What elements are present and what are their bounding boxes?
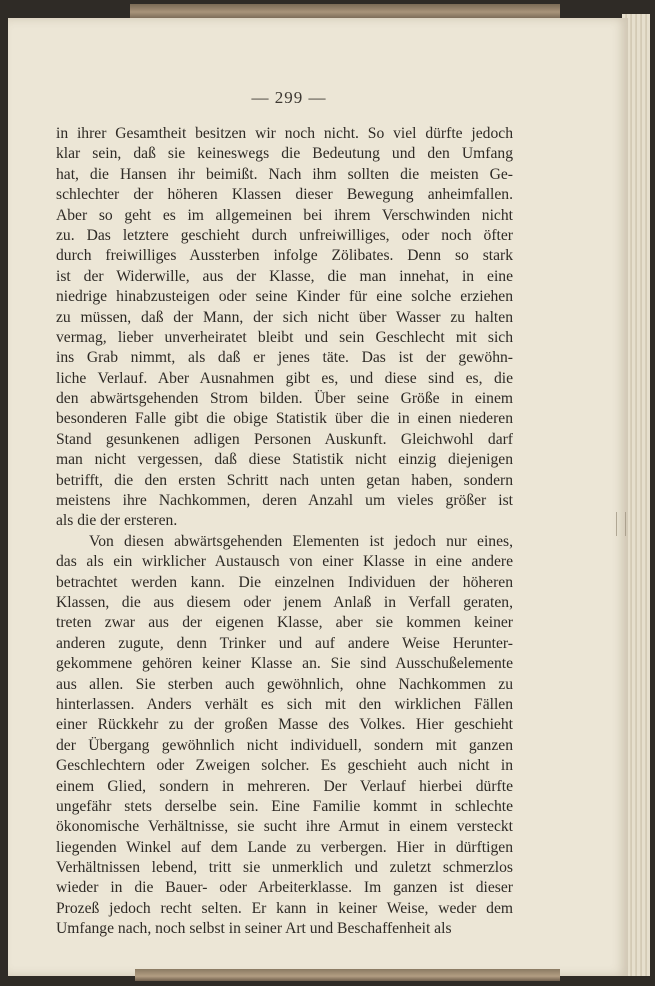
text-line: ökonomische Verhältnisse, sie sucht ihre Armut in einem versteckt xyxy=(56,818,513,836)
text-line: Aber so geht es im allgemeinen bei ihrem Verschwinden nicht xyxy=(56,206,513,224)
text-line: schlechter der höheren Klassen dieser Bewegung anheimfallen. xyxy=(56,186,513,204)
text-line: Geschlechtern oder Zweigen solcher. Es geschieht auch nicht in xyxy=(56,757,513,775)
text-line: betrachtet werden kann. Die einzelnen Individuen der höheren xyxy=(56,573,513,591)
margin-mark xyxy=(616,512,626,536)
text-line: liegenden Winkel auf dem Lande zu verbergen. Hier in dürftigen xyxy=(56,838,513,856)
text-line: klar sein, daß sie keineswegs die Bedeutung und den Umfang xyxy=(56,145,513,163)
text-line: hinterlassen. Anders verhält es sich mit den wirklichen Fällen xyxy=(56,695,513,713)
text-line: aus allen. Sie sterben auch gewöhnlich, ohne Nachkommen zu xyxy=(56,675,513,693)
text-line: wieder in die Bauer- oder Arbeiterklasse. Im ganzen ist dieser xyxy=(56,879,513,897)
text-line: ist der Widerwille, aus der Klasse, die man innehat, in eine xyxy=(56,267,513,285)
text-line: einer Rückkehr zu der großen Masse des Volkes. Hier geschieht xyxy=(56,716,513,734)
bottom-page-edge xyxy=(135,969,560,981)
text-line: treten zwar aus der eigenen Klasse, aber sie kommen keiner xyxy=(56,614,513,632)
text-line: zu. Das letztere geschieht durch unfreiwilliges, oder noch öfter xyxy=(56,226,513,244)
text-line: meistens ihre Nachkommen, deren Anzahl um vieles größer ist xyxy=(56,492,513,510)
text-line: anderen zugute, denn Trinker und auf andere Weise Herunter- xyxy=(56,634,513,652)
text-line: betrifft, die den ersten Schritt nach unten getan haben, sondern xyxy=(56,471,513,489)
text-line: einem Glied, sondern in mehreren. Der Verlauf hierbei dürfte xyxy=(56,777,513,795)
text-line: ungefähr stets derselbe sein. Eine Familie kommt in schlechte xyxy=(56,797,513,815)
text-line: das als ein wirklicher Austausch von einer Klasse in eine andere xyxy=(56,553,513,571)
text-line: als die der ersteren. xyxy=(56,512,178,530)
text-line: durch freiwilliges Aussterben infolge Zölibates. Denn so stark xyxy=(56,247,513,265)
text-line: man nicht vergessen, daß diese Statistik nicht einzig diejenigen xyxy=(56,451,513,469)
text-line: der Übergang gewöhnlich nicht individuell, sondern mit ganzen xyxy=(56,736,513,754)
text-line: niedrige hinabzusteigen oder seine Kinder für eine solche erziehen xyxy=(56,288,513,306)
page-number: — 299 — xyxy=(251,88,327,107)
body-text xyxy=(56,124,513,940)
text-line: Prozeß jedoch recht selten. Er kann in keiner Weise, weder dem xyxy=(56,899,513,917)
text-line: in ihrer Gesamtheit besitzen wir noch nicht. So viel dürfte jedoch xyxy=(56,125,513,142)
text-line: liche Verlauf. Aber Ausnahmen gibt es, und diese sind es, die xyxy=(56,369,513,387)
text-line: gekommene gehören keiner Klasse an. Sie sind Ausschußelemente xyxy=(56,655,513,673)
text-line: hat, die Hansen ihr beimißt. Nach ihm sollten die meisten Ge- xyxy=(56,165,513,183)
text-line: zu müssen, daß der Mann, der sich nicht über Wasser zu halten xyxy=(56,308,513,326)
text-line: besonderen Falle gibt die obige Statistik über die in einen niederen xyxy=(56,410,513,428)
text-line: den abwärtsgehenden Strom bilden. Über seine Größe in einem xyxy=(56,390,513,408)
text-line: Verhältnissen lebend, tritt sie unmerklich und zuletzt schmerzlos xyxy=(56,859,513,877)
text-line: Stand gesunkenen adligen Personen Auskunft. Gleichwohl darf xyxy=(56,430,513,448)
text-line: Von diesen abwärtsgehenden Elementen ist jedoch nur eines, xyxy=(89,532,513,550)
text-line: Umfange nach, noch selbst in seiner Art und Beschaffenheit als xyxy=(56,920,452,938)
text-line: Klassen, die aus diesem oder jenem Anlaß in Verfall geraten, xyxy=(56,593,513,611)
text-line: vermag, lieber unverheiratet bleibt und sein Geschlecht mit sich xyxy=(56,328,513,346)
text-line: ins Grab nimmt, als daß er jenes täte. Das ist der gewöhn- xyxy=(56,349,513,367)
